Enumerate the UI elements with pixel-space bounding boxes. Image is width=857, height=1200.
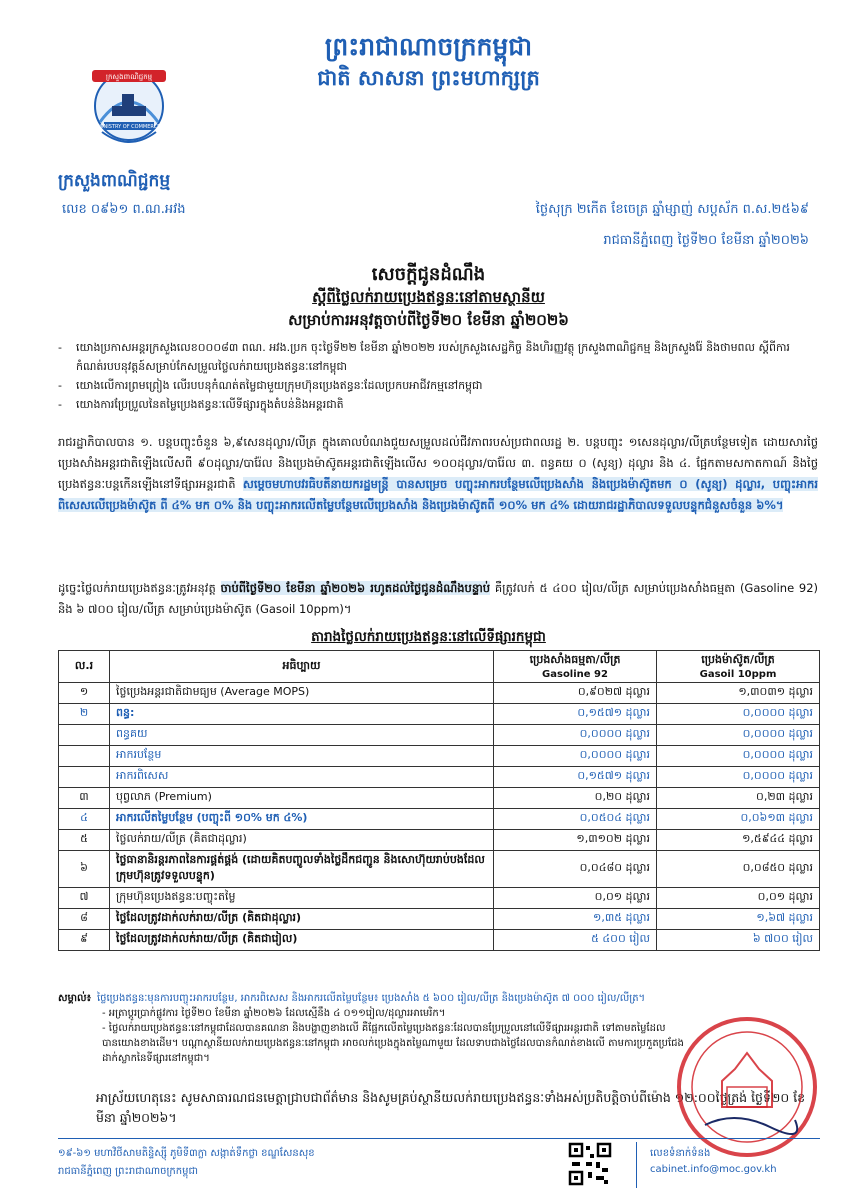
logo-text: ក្រសួងពាណិជ្ជកម្ម <box>105 73 153 81</box>
table-row: អាករពិសេស ០,១៥៧១ ដុល្លារ ០,០០០០ ដុល្លារ <box>59 767 820 788</box>
col-diesel: ប្រេងម៉ាស៊ូត/លីត្រ Gasoil 10ppm <box>657 651 820 683</box>
para2-text: ដូច្នេះថ្លៃលក់រាយប្រេងឥន្ធនៈត្រូវអនុវត្ត <box>58 581 216 595</box>
ministry-logo <box>88 62 170 162</box>
bullet-item: - យោងការប្រែប្រួលនៃតម្លៃប្រេងឥន្ធនៈលើទីផ្សារក្នុងតំបន់និងអន្តរជាតិ <box>58 398 344 411</box>
table-row: ៩ ថ្លៃដែលត្រូវដាក់លក់រាយ/លីត្រ (គិតជារៀល) ៥ ៤០០ រៀល ៦ ៧០០ រៀល <box>59 930 820 951</box>
para2-period: ចាប់ពីថ្ងៃទី២០ ខែមីនា ឆ្នាំ២០២៦ រហូតដល់ថ្ងៃជូនដំណឹងបន្ទាប់ <box>220 581 491 595</box>
government-decision-paragraph <box>58 432 818 516</box>
notice-subtitle: ស្តីពីថ្លៃលក់រាយប្រេងឥន្ធនៈនៅតាមស្ថានីយ <box>312 288 545 306</box>
kingdom-heading: ព្រះរាជាណាចក្រកម្ពុជា <box>324 32 533 61</box>
fuel-price-table <box>58 650 820 951</box>
ministry-name: ក្រសួងពាណិជ្ជកម្ម <box>58 171 171 191</box>
footer-address-line1: ១៩-៦១ មហាវិថីសាមតិន្ទិស្ស៊ី ភូមិទី៣ក្លា សង្កាត់ទឹកថ្លា ខណ្ឌសែនសុខ <box>58 1148 315 1159</box>
national-motto: ជាតិ សាសនា ព្រះមហាក្សត្រ <box>317 66 540 90</box>
table-row: ៨ ថ្លៃដែលត្រូវដាក់លក់រាយ/លីត្រ (គិតជាដុល្លារ) ១,៣៥ ដុល្លារ ១,៦៧ ដុល្លារ <box>59 909 820 930</box>
table-row: ៥ ថ្លៃលក់រាយ/លីត្រ (គិតជាដុល្លារ) ១,៣១០២ ដុល្លារ ១,៥៩៤៤ ដុល្លារ <box>59 830 820 851</box>
table-header-row <box>59 651 820 683</box>
para2-prices: គឺត្រូវលក់ ៥ ៤០០ រៀល/លីត្រ សម្រាប់ប្រេងសាំងធម្មតា (Gasoline 92) និង ៦ ៧០០ រៀល/លីត្រ សម្រាប់ប្រេងម៉ាស៊ូត (Gasoil 10ppm)។ <box>58 581 819 616</box>
notice-title: សេចក្តីជូនដំណឹង <box>371 264 486 285</box>
footer-email: cabinet.info@moc.gov.kh <box>650 1164 777 1175</box>
table-row: ១ ថ្លៃប្រេងអន្តរជាតិជាមធ្យម (Average MOPS) ០,៩០២៧ ដុល្លារ ១,៣០៣១ ដុល្លារ <box>59 683 820 704</box>
table-row: ៤ អាករលើតម្លៃបន្ថែម (បញ្ចុះពី ១០% មក ៤%) ០,០៥០៤ ដុល្លារ ០,០៦១៣ ដុល្លារ <box>59 809 820 830</box>
para1-text: រាជរដ្ឋាភិបាលបាន ១. បន្តបញ្ចុះចំនួន ៦,៩សេនដុល្លារ/លីត្រ ក្នុងគោលបំណងជួយសម្រួលដល់ជីវភាពរបស់ប្រជាពលរដ្ឋ ២. បន្តបញ្ចុះ ១សេនដុល្លារ/លីត្របន្ថែមទៀត ដោយសារថ្លៃប្រេងសាំងអន្តរជាតិឡើងលើសពី ៩០ដុល្លារ/បារ៉ែល និងប្រេងម៉ាស៊ូតអន្តរជាតិឡើងលើស ១០០ដុល្លារ/បារ៉ែល ៣. ពន្ធគយ ០ (សូន្យ) ដុល្លារ និង ៤. ផ្អែកតាមសកាតកាណ៍ និងថ្លៃប្រេងឥន្ធនៈបន្តកើនឡើងនៅទីផ្សារអន្តរជាតិ <box>58 435 818 491</box>
bullet-item: - យោងលើការព្រមព្រៀង លើរបបនុកំណត់តម្លៃជាមួយក្រុមហ៊ុនប្រេងឥន្ធនៈដែលប្រកបអាជីវកម្មនៅកម្ពុជា <box>58 379 483 392</box>
note-item: - អត្រាប្តូរប្រាក់ផ្លូវការ ថ្ងៃទី២០ ខែមីនា ឆ្នាំ២០២៦ ដែលស្មើនឹង ៤ ០១១រៀល/ដុល្លារអាមេរិក។ <box>102 1008 446 1019</box>
note-item: ថ្លៃប្រេងឥន្ធនៈមុនការបញ្ចុះអាករបន្ថែម, អាករពិសេស និងអាករលើតម្លៃបន្ថែម៖ ប្រេងសាំង ៥ ៦០០ រៀល/លីត្រ និងប្រេងម៉ាស៊ូត ៧ ០០០ រៀល/លីត្រ។ <box>96 993 646 1004</box>
closing-paragraph: អាស្រ័យហេតុនេះ សូមសាធារណជនមេត្តាជ្រាបជាព័ត៌មាន និងសូមគ្រប់ស្ថានីយលក់រាយប្រេងឥន្ធនៈទាំងអស់ប្រតិបត្តិចាប់ពីម៉ោង ១២:០០ថ្ងៃត្រង់ ថ្ងៃទី២០ ខែមីនា ឆ្នាំ២០២៦។ <box>96 1090 806 1125</box>
note-item: - ថ្លៃលក់រាយប្រេងឥន្ធនៈនៅកម្ពុជាដែលបានគណនា និងបង្ហាញខាងលើ គឺផ្អែកលើតម្លៃប្រេងឥន្ធនៈដែលបានប្រែប្រួលនៅលើទីផ្សារអន្តរជាតិ ទៅតាមតម្លៃដែលបានយោងខាងដើម។ បណ្តាស្ថានីយលក់រាយប្រេងឥន្ធនៈនៅកម្ពុជា អាចលក់ប្រេងក្នុងតម្លៃណាមួយ ដែលទាបជាងថ្លៃដែលបានកំណត់ខាងលើ តាមការប្រកួតប្រជែងដាក់ស្លាកនៃទីផ្សារនៅកម្ពុជា។ <box>102 1023 684 1064</box>
solar-date: រាជធានីភ្នំពេញ ថ្ងៃទី២០ ខែមីនា ឆ្នាំ២០២៦ <box>603 233 809 248</box>
reference-number: លេខ ០៩៦១ ព.ណ.អវង <box>62 202 186 217</box>
table-caption: តារាងថ្លៃលក់រាយប្រេងឥន្ធនៈនៅលើទីផ្សារកម្ពុជា <box>311 629 546 645</box>
reference-bullets <box>58 338 818 414</box>
table-row: ៧ ក្រុមហ៊ុនប្រេងឥន្ធនៈបញ្ចុះតម្លៃ ០,០១ ដុល្លារ ០,០១ ដុល្លារ <box>59 888 820 909</box>
qr-code-icon <box>568 1142 612 1186</box>
notice-effective-line: សម្រាប់ការអនុវត្តចាប់ពីថ្ងៃទី២០ ខែមីនា ឆ្នាំ២០២៦ <box>288 311 569 329</box>
footer-address-line2: រាជធានីភ្នំពេញ ព្រះរាជាណាចក្រកម្ពុជា <box>58 1166 198 1177</box>
col-desc: អធិប្បាយ <box>110 651 494 683</box>
table-row: ៣ បុព្វលាភ (Premium) ០,២០ ដុល្លារ ០,២៣ ដុល្លារ <box>59 788 820 809</box>
col-gasoline: ប្រេងសាំងធម្មតា/លីត្រ Gasoline 92 <box>494 651 657 683</box>
retail-price-paragraph <box>58 578 818 620</box>
notes-label: សម្គាល់៖ <box>58 993 91 1004</box>
table-row: ពន្ធគយ ០,០០០០ ដុល្លារ ០,០០០០ ដុល្លារ <box>59 725 820 746</box>
lunar-date: ថ្ងៃសុក្រ ២កើត ខែចេត្រ ឆ្នាំម្សាញ់ សប្តស័ក ព.ស.២៥៦៩ <box>535 202 809 217</box>
table-row: ២ ពន្ធ: ០,១៥៧១ ដុល្លារ ០,០០០០ ដុល្លារ <box>59 704 820 725</box>
logo-banner: MINISTRY OF COMMERCE <box>97 124 161 130</box>
para1-highlight: សម្តេចមហាបវរធិបតីនាយករដ្ឋមន្ត្រី បានសម្រេច បញ្ចុះអាករបន្ថែមលើប្រេងសាំង និងប្រេងម៉ាស៊ូតមក ០ (សូន្យ) ដុល្លារ, បញ្ចុះអាករពិសេសលើប្រេងម៉ាស៊ូត ពី ៤% មក ០% និង បញ្ចុះអាករលើតម្លៃបន្ថែមលើប្រេងសាំង និងប្រេងម៉ាស៊ូតពី ១០% មក ៤% ដោយរាជរដ្ឋាភិបាលទទួលបន្ទុកជំនួសចំនួន ៦%។ <box>58 477 819 512</box>
footer-contact: លេខទំនាក់ទំនង <box>650 1148 711 1159</box>
col-no: ល.រ <box>59 651 110 683</box>
bullet-item: - យោងប្រកាសអន្តរក្រសួងលេខ០០០៨៣ ពណ. អវង.ប្រក ចុះថ្ងៃទី២២ ខែមីនា ឆ្នាំ២០២២ របស់ក្រសួងសេដ្ឋកិច្ច និងហិរញ្ញវត្ថុ ក្រសួងពាណិជ្ជកម្ម និងក្រសួងរ៉ែ និងថាមពល ស្តីពីការកំណត់របបនុវត្តន៍សម្រាប់កែសម្រួលថ្លៃលក់រាយប្រេងឥន្ធនៈនៅកម្ពុជា <box>58 341 790 373</box>
table-row: ៦ ថ្លៃធានានិរន្តរភាពនៃការផ្គត់ផ្គង់ (ដោយគិតបញ្ចូលទាំងថ្លៃដឹកជញ្ជូន និងសោហ៊ុយរាប់បងដែលក្រុមហ៊ុនត្រូវទទួលបន្ទុក) ០,០៤៨០ ដុល្លារ ០,០៨៥០ ដុល្លារ <box>59 851 820 888</box>
footer-separator <box>636 1142 637 1188</box>
footer-divider <box>58 1138 820 1139</box>
table-row: អាករបន្ថែម ០,០០០០ ដុល្លារ ០,០០០០ ដុល្លារ <box>59 746 820 767</box>
